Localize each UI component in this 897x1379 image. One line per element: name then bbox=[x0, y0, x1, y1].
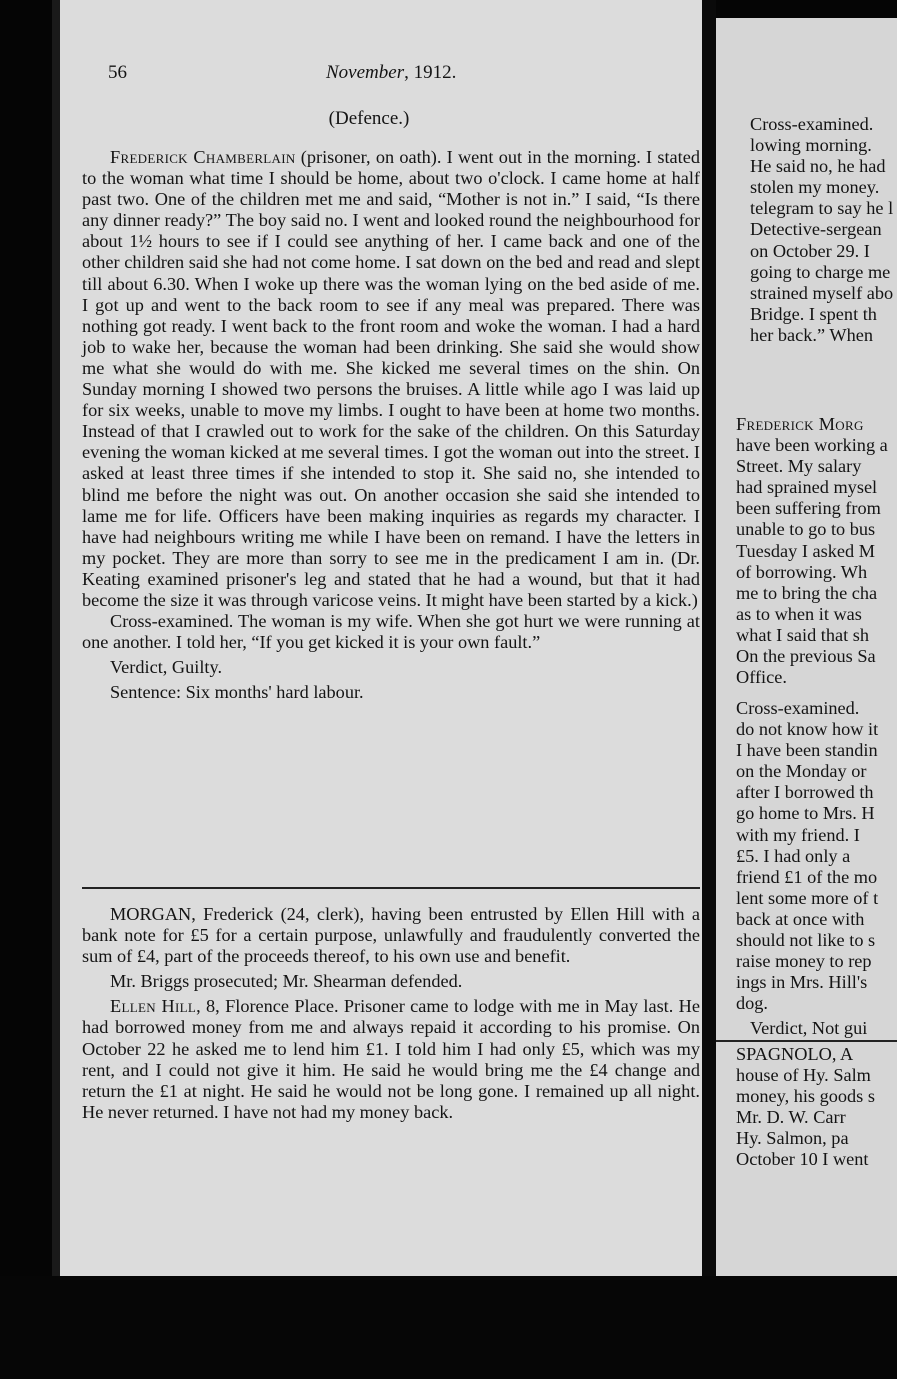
divider-rule bbox=[82, 887, 700, 889]
right-page-line: Frederick Morg bbox=[736, 414, 864, 434]
indictment-text: , Frederick (24, clerk), having been entrusted by Ellen Hill with a bank note for £5 for a certain purpose, unlawfully and fraudulently converted the sum of £4, part of the proceeds thereof, to his own use and benefit. bbox=[82, 904, 700, 967]
right-page-line: SPAGNOLO, A bbox=[736, 1044, 854, 1064]
witness-name: Ellen Hill bbox=[110, 996, 197, 1017]
counsel-line: Mr. Briggs prosecuted; Mr. Shearman defended. bbox=[110, 971, 463, 992]
indictment bbox=[82, 904, 700, 967]
right-page-line: been suffering from bbox=[736, 498, 881, 519]
right-divider-rule bbox=[716, 1040, 897, 1042]
right-block-2 bbox=[736, 414, 897, 688]
right-page-line: her back.” When bbox=[750, 324, 873, 345]
defendant-name: MORGAN bbox=[110, 904, 192, 924]
case-morgan bbox=[82, 904, 700, 1123]
verdict: Verdict, Guilty. bbox=[110, 657, 223, 678]
left-page bbox=[52, 0, 702, 1276]
defence-witness-name: Frederick Chamberlain bbox=[110, 147, 296, 167]
page-year: , 1912. bbox=[404, 62, 457, 83]
right-page-line: raise money to rep bbox=[736, 951, 872, 972]
right-page-line: I have been standin bbox=[736, 740, 878, 761]
right-page-line: telegram to say he l bbox=[750, 198, 894, 219]
right-page-line: Mr. D. W. Carr bbox=[736, 1107, 846, 1128]
right-page-line: Hy. Salmon, pa bbox=[736, 1128, 849, 1149]
right-page-line: lowing morning. bbox=[750, 135, 872, 156]
right-page-line: £5. I had only a bbox=[736, 845, 851, 866]
defence-text: (prisoner, on oath). I went out in the morning. I stated to the woman what time I should be home, about two o'clock. I came home at half past two. One of the children met me and said, “Mother is not in.” I said, “Is there any dinner ready?” The boy said no. I went and looked round the neighbourhood for about 1½ hours to see if I could see anything of her. I came back and one of the other children said she had not come home. I sat down on the bed and read and slept till about 6.30. When I woke up there was the woman lying on the bed aside of me. I got up and went to the back room to see if any meal was prepared. There was nothing got ready. I went back to the front room and woke the woman. I had a hard job to wake her, because the woman had been drinking. She said she would show me what she would do with me. She kicked me several times on the shin. On Sunday morning I showed two persons the bruises. A little while ago I was laid up for six weeks, unable to move my limbs. I ought to have been at home two months. Instead of that I crawled out to work for the sake of the children. On this Saturday evening the woman kicked at me several times. I got the woman out into the street. I asked at least three times if she intended to stop it. She said no, she intended to blind me before the night was out. On another occasion she said she intended to lame me for life. Officers have been making inquiries as regards my character. I have had neighbours writing me while I have been on remand. I have the letters in my pocket. They are more than sorry to see me in the predicament I am in. (Dr. Keating examined prisoner's leg and stated that he had a wound, but that it had become the size it was through varicose veins. It might have been started by a kick.) bbox=[82, 147, 700, 610]
right-page-line: Cross-examined. bbox=[750, 114, 874, 134]
scan-bottom-band bbox=[0, 1276, 897, 1379]
section-divider bbox=[82, 887, 700, 889]
right-page-line: of borrowing. Wh bbox=[736, 561, 868, 582]
right-page-line: back at once with bbox=[736, 908, 865, 929]
witness-text: , 8, Florence Place. Prisoner came to lodge with me in May last. He had borrowed money from me and always repaid it according to his promise. On October 22 he asked me to lend him £1. I told him I had only £5, which was my rent, and I could not give it him. He said he would bring me the £4 change and return the £1 at night. He said he would not be long gone. I remained up all night. He never returned. I have not had my money back. bbox=[82, 996, 700, 1122]
right-page-line: on the Monday or bbox=[736, 761, 867, 782]
page-month: November bbox=[326, 62, 405, 83]
right-page-line: going to charge me bbox=[750, 261, 891, 282]
right-page-line: do not know how it bbox=[736, 719, 879, 740]
right-page-line: after I borrowed th bbox=[736, 782, 874, 803]
right-page bbox=[716, 18, 897, 1276]
page-date bbox=[326, 62, 456, 84]
right-page-line: me to bring the cha bbox=[736, 582, 878, 603]
running-header bbox=[108, 62, 668, 92]
right-block-1 bbox=[750, 114, 897, 346]
witness-testimony bbox=[82, 996, 700, 1123]
case-chamberlain bbox=[82, 147, 700, 703]
right-page-line: Detective-sergean bbox=[750, 219, 882, 240]
right-page-line: as to when it was bbox=[736, 603, 862, 624]
sentence: Sentence: Six months' hard labour. bbox=[110, 682, 364, 703]
right-page-line: have been working a bbox=[736, 435, 888, 456]
defence-testimony bbox=[82, 147, 700, 611]
cross-examination: Cross-examined. The woman is my wife. When she got hurt we were running at one another. I told her, “If you get kicked it is your own fault.” bbox=[82, 611, 700, 653]
right-page-line: stolen my money. bbox=[750, 177, 880, 198]
right-page-line: On the previous Sa bbox=[736, 646, 876, 667]
right-block-3 bbox=[736, 698, 897, 1014]
right-page-line: should not like to s bbox=[736, 930, 876, 951]
right-page-line: what I said that sh bbox=[736, 624, 870, 645]
right-page-line: Cross-examined. bbox=[736, 698, 860, 718]
right-page-line: with my friend. I bbox=[736, 824, 860, 845]
right-page-line: house of Hy. Salm bbox=[736, 1065, 871, 1086]
right-page-line: strained myself abo bbox=[750, 282, 894, 303]
right-page-line: money, his goods s bbox=[736, 1086, 875, 1107]
right-page-line: on October 29. I bbox=[750, 240, 870, 261]
right-page-line: unable to go to bus bbox=[736, 519, 876, 540]
right-page-line: ings in Mrs. Hill's bbox=[736, 972, 868, 993]
right-page-line: go home to Mrs. H bbox=[736, 803, 875, 824]
right-page-line: Bridge. I spent th bbox=[750, 303, 877, 324]
page-gutter bbox=[700, 0, 716, 1276]
right-page-line: dog. bbox=[736, 993, 768, 1014]
section-subheading: (Defence.) bbox=[328, 108, 410, 129]
right-block-5 bbox=[736, 1044, 897, 1171]
right-page-line: Tuesday I asked M bbox=[736, 540, 875, 561]
right-page-line: Street. My salary bbox=[736, 456, 862, 477]
right-block-4 bbox=[750, 1018, 897, 1039]
right-page-line: He said no, he had bbox=[750, 156, 886, 177]
right-page-line: lent some more of t bbox=[736, 887, 879, 908]
page-number: 56 bbox=[108, 62, 127, 83]
right-page-line: had sprained mysel bbox=[736, 477, 878, 498]
right-page-line: friend £1 of the mo bbox=[736, 866, 878, 887]
right-page-line: Office. bbox=[736, 667, 787, 688]
right-page-line: Verdict, Not gui bbox=[750, 1018, 868, 1038]
right-divider bbox=[716, 1040, 897, 1042]
right-page-line: October 10 I went bbox=[736, 1149, 869, 1170]
